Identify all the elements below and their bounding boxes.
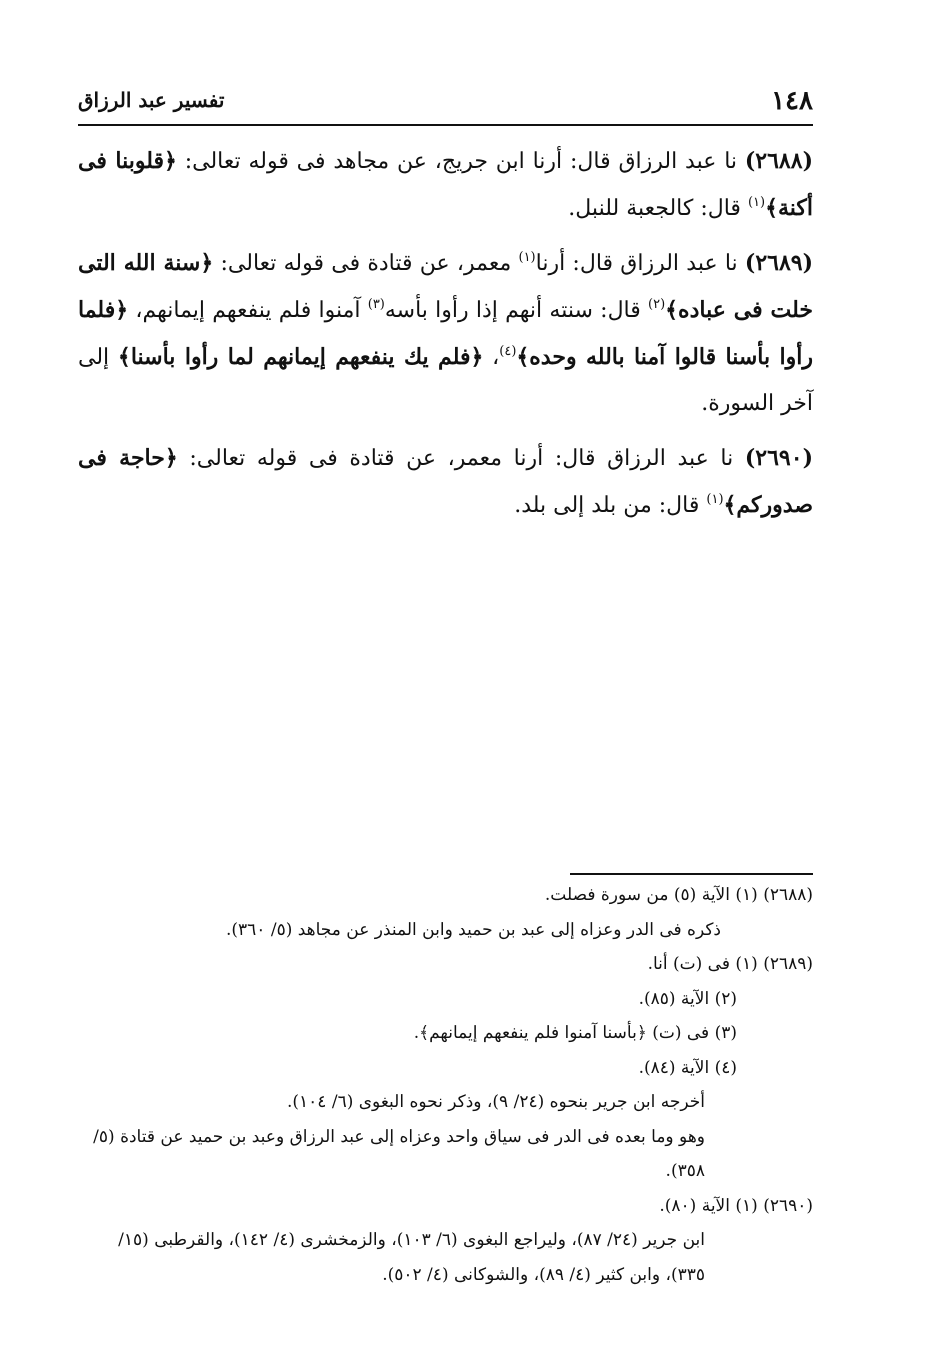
page-number: ١٤٨ (771, 86, 813, 116)
hadith-entry-2690 (78, 435, 813, 529)
entry-number: (٢٦٨٩) (744, 250, 814, 276)
header-rule (78, 124, 813, 126)
entry-text: قال: كالجعبة للنبل. (568, 196, 748, 221)
page-header (78, 86, 813, 122)
main-text (78, 138, 813, 537)
footnote-line: ابن جرير (٢٤/ ٨٧)، وليراجع البغوى (٦/ ١٠٣)، والزمخشرى (٤/ ١٤٢)، والقرطبى (١٥/ ٣٣٥)، وابن كثير (٤/ ٨٩)، والشوكانى (٤/ ٥٠٢). (118, 1230, 705, 1285)
footnote-line: (٢٦٩٠) (١) الآية (٨٠). (659, 1195, 813, 1216)
entry-number: (٢٦٩٠) (744, 445, 813, 471)
hadith-entry-2689 (78, 240, 813, 427)
entry-text: قال: سنته أنهم إذا رأوا بأسه (384, 298, 649, 323)
quran-quote: ﴿فلم يك ينفعهم إيمانهم لما رأوا بأسنا﴾ (117, 344, 484, 370)
footnote-line: وهو وما بعده فى الدر فى سياق واحد وعزاه إلى عبد الرزاق وعبد بن حميد عن قتادة (٥/ ٣٥٨). (93, 1126, 705, 1181)
quran-quote: ﴿فلما رأوا بأسنا قالوا آمنا بالله وحده﴾ (78, 297, 814, 370)
entry-text: ، (483, 345, 500, 370)
footnote-marker: (١) (747, 195, 766, 210)
footnote-line: (٢٦٨٨) (١) الآية (٥) من سورة فصلت. (544, 885, 813, 905)
running-title: تفسير عبد الرزاق (78, 88, 225, 112)
footnote-marker: (١) (518, 250, 536, 265)
entry-text: نا عبد الرزاق قال: أرنا (535, 251, 745, 276)
entry-text: نا عبد الرزاق قال: أرنا ابن جريج، عن مجاهد فى قوله تعالى: (176, 149, 745, 174)
footnote-line: أخرجه ابن جرير بنحوه (٢٤/ ٩)، وذكر نحوه البغوى (٦/ ١٠٤). (286, 1092, 705, 1112)
footnote-marker: (٢) (648, 297, 666, 312)
entry-number: (٢٦٨٨) (744, 148, 813, 174)
footnote-line: ذكره فى الدر وعزاه إلى عبد بن حميد وابن المنذر عن مجاهد (٥/ ٣٦٠). (225, 919, 721, 940)
entry-text: آمنوا فلم ينفعهم إيمانهم، (128, 298, 368, 323)
footnote-marker: (١) (706, 492, 724, 507)
hadith-entry-2688 (78, 138, 813, 232)
quran-quote: ﴿سنة الله التى خلت فى عباده﴾ (78, 250, 813, 323)
quran-quote: ﴿قلوبنا فى أكنة﴾ (78, 148, 813, 221)
quran-quote: ﴿حاجة فى صدوركم﴾ (78, 445, 813, 518)
footnote-line: (٤) الآية (٨٤). (638, 1057, 737, 1078)
footnote-marker: (٣) (367, 297, 385, 312)
entry-text: نا عبد الرزاق قال: أرنا معمر، عن قتادة فى قوله تعالى: (177, 446, 745, 471)
footnote-line: (٢٦٨٩) (١) فى (ت) أنا. (647, 954, 813, 974)
footnote-marker: (٤) (499, 344, 517, 359)
footnote-separator (570, 873, 813, 875)
footnote-line: (٣) فى (ت) ﴿بأسنا آمنوا فلم ينفعهم إيمانهم﴾. (413, 1023, 737, 1043)
entry-text: معمر، عن قتادة فى قوله تعالى: (213, 251, 519, 276)
footnote-line: (٢) الآية (٨٥). (638, 988, 737, 1009)
entry-text: قال: من بلد إلى بلد. (514, 493, 707, 518)
footnotes (78, 878, 813, 1292)
entry-text: إلى آخر السورة. (78, 345, 813, 416)
